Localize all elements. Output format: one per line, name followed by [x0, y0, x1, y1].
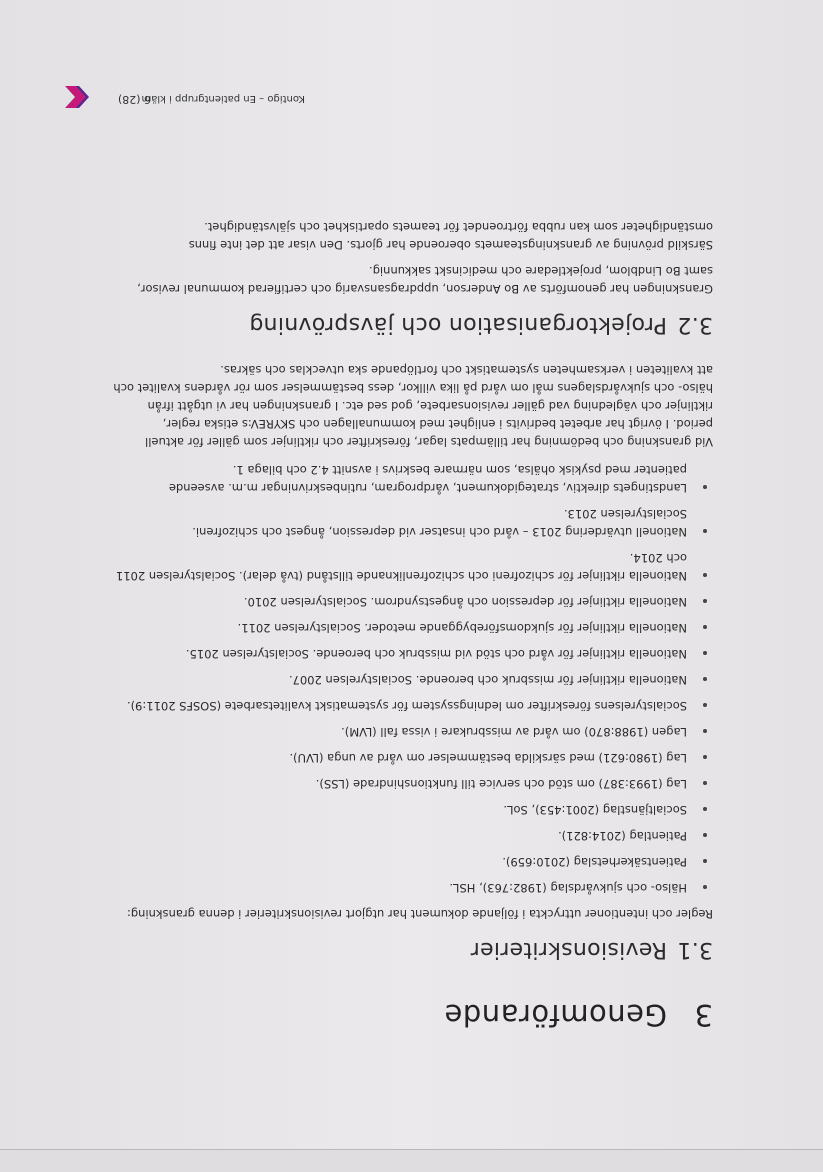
- list-item: • Lag (1993:387) om stöd och service till funktionshindrade (LSS).: [113, 775, 693, 793]
- list-item: • Patientsäkerhetslag (2010:659).: [113, 853, 693, 871]
- list-item: • Socialstyrelsens föreskrifter om ledningssystem för systematiskt kvalitetsarbete (SOSFS 2011:9).: [113, 697, 693, 715]
- list-item: • Socialtjänstlag (2001:453), SoL.: [113, 801, 693, 819]
- list-item: • Hälso- och sjukvårdslag (1982:763), HSL.: [113, 879, 693, 897]
- list-item: • Nationell utvärdering 2013 – vård och insatser vid depression, ångest och schizofreni. Socialstyrelsen 2013.: [113, 505, 693, 541]
- list-item: • Lagen (1988:870) om vård av missbrukare i vissa fall (LVM).: [113, 723, 693, 741]
- list-item: • Nationella riktlinjer för schizofreni och schizofrenliknande tillstånd (två delar). Socialstyrelsen 2011 och 2014.: [113, 549, 693, 585]
- paragraph: Granskningen har genomförts av Bo Anderson, uppdragsansvarig och certifierad kommunal revisor, samt Bo Lindblom, projektledare och medicinskt sakkunnig.: [137, 264, 713, 296]
- list-item: • Nationella riktlinjer för depression och ångestsyndrom. Socialstyrelsen 2010.: [113, 593, 693, 611]
- paragraph: Särskild prövning av granskningsteamets oberoende har gjorts. Den visar att det inte finns omständigheter som kan rubba förtroendet för teamets opartiskhet och självständighet.: [188, 220, 713, 252]
- section-title: Projektorganisation och jävsprövning: [249, 312, 667, 337]
- chapter-title: Genomförande: [444, 998, 667, 1032]
- page-number: 6 (28): [117, 93, 151, 106]
- list-item: • Nationella riktlinjer för vård och stöd vid missbruk och beroende. Socialstyrelsen 2015.: [113, 645, 693, 663]
- list-item: • Lag (1980:621) med särskilda bestämmelser om vård av unga (LVU).: [113, 749, 693, 767]
- footer-title: Kontigo – En patientgrupp i kläm: [141, 93, 305, 104]
- page-footer: [0, 82, 823, 112]
- criteria-list: [113, 461, 713, 897]
- section-intro: Regler och intentioner uttryckta i följande dokument har utgjort revisionskriterier i denna granskning:: [126, 907, 713, 921]
- list-item: • Nationella riktlinjer för missbruk och beroende. Socialstyrelsen 2007.: [113, 671, 693, 689]
- page-header-band: [0, 1149, 823, 1172]
- page-content: [113, 210, 713, 1032]
- list-item: • Landstingets direktiv, strategidokument, vårdprogram, rutinbeskrivningar m.m. avseende patienter med psykisk ohälsa, som närmare beskrivs i avsnitt 4.2 och bilaga 1.: [113, 461, 693, 497]
- section-heading-3-1: [113, 937, 713, 962]
- list-item: • Nationella riktlinjer för sjukdomsförebyggande metoder. Socialstyrelsen 2011.: [113, 619, 693, 637]
- section-outro: Vid granskning och bedömning har tillämpats lagar, föreskrifter och riktlinjer som gäller för aktuell period. I övrigt har arbetet bedrivits i enlighet med kommunallagen och SKYREV:s etiska regler, riktlinjer och vägledning vad gäller revisionsarbete, god sed etc. I granskningen har vi utgått ifrån hälso- och sjukvårdslagens mål om vård på lika villkor, dess bestämmelser som rör vårdens kvalitet och att kvaliteten i verksamheten systematiskt och fortlöpande ska utvecklas och säkras.: [113, 363, 713, 449]
- section-number: 3.1: [677, 937, 713, 962]
- section-heading-3-2: [113, 312, 713, 337]
- section-title: Revisionskriterier: [470, 937, 667, 962]
- section-number: 3.2: [677, 312, 713, 337]
- chapter-heading: [113, 998, 713, 1032]
- chapter-number: 3: [694, 998, 713, 1032]
- chevron-logo-icon: [59, 84, 89, 110]
- list-item: • Patientlag (2014:821).: [113, 827, 693, 845]
